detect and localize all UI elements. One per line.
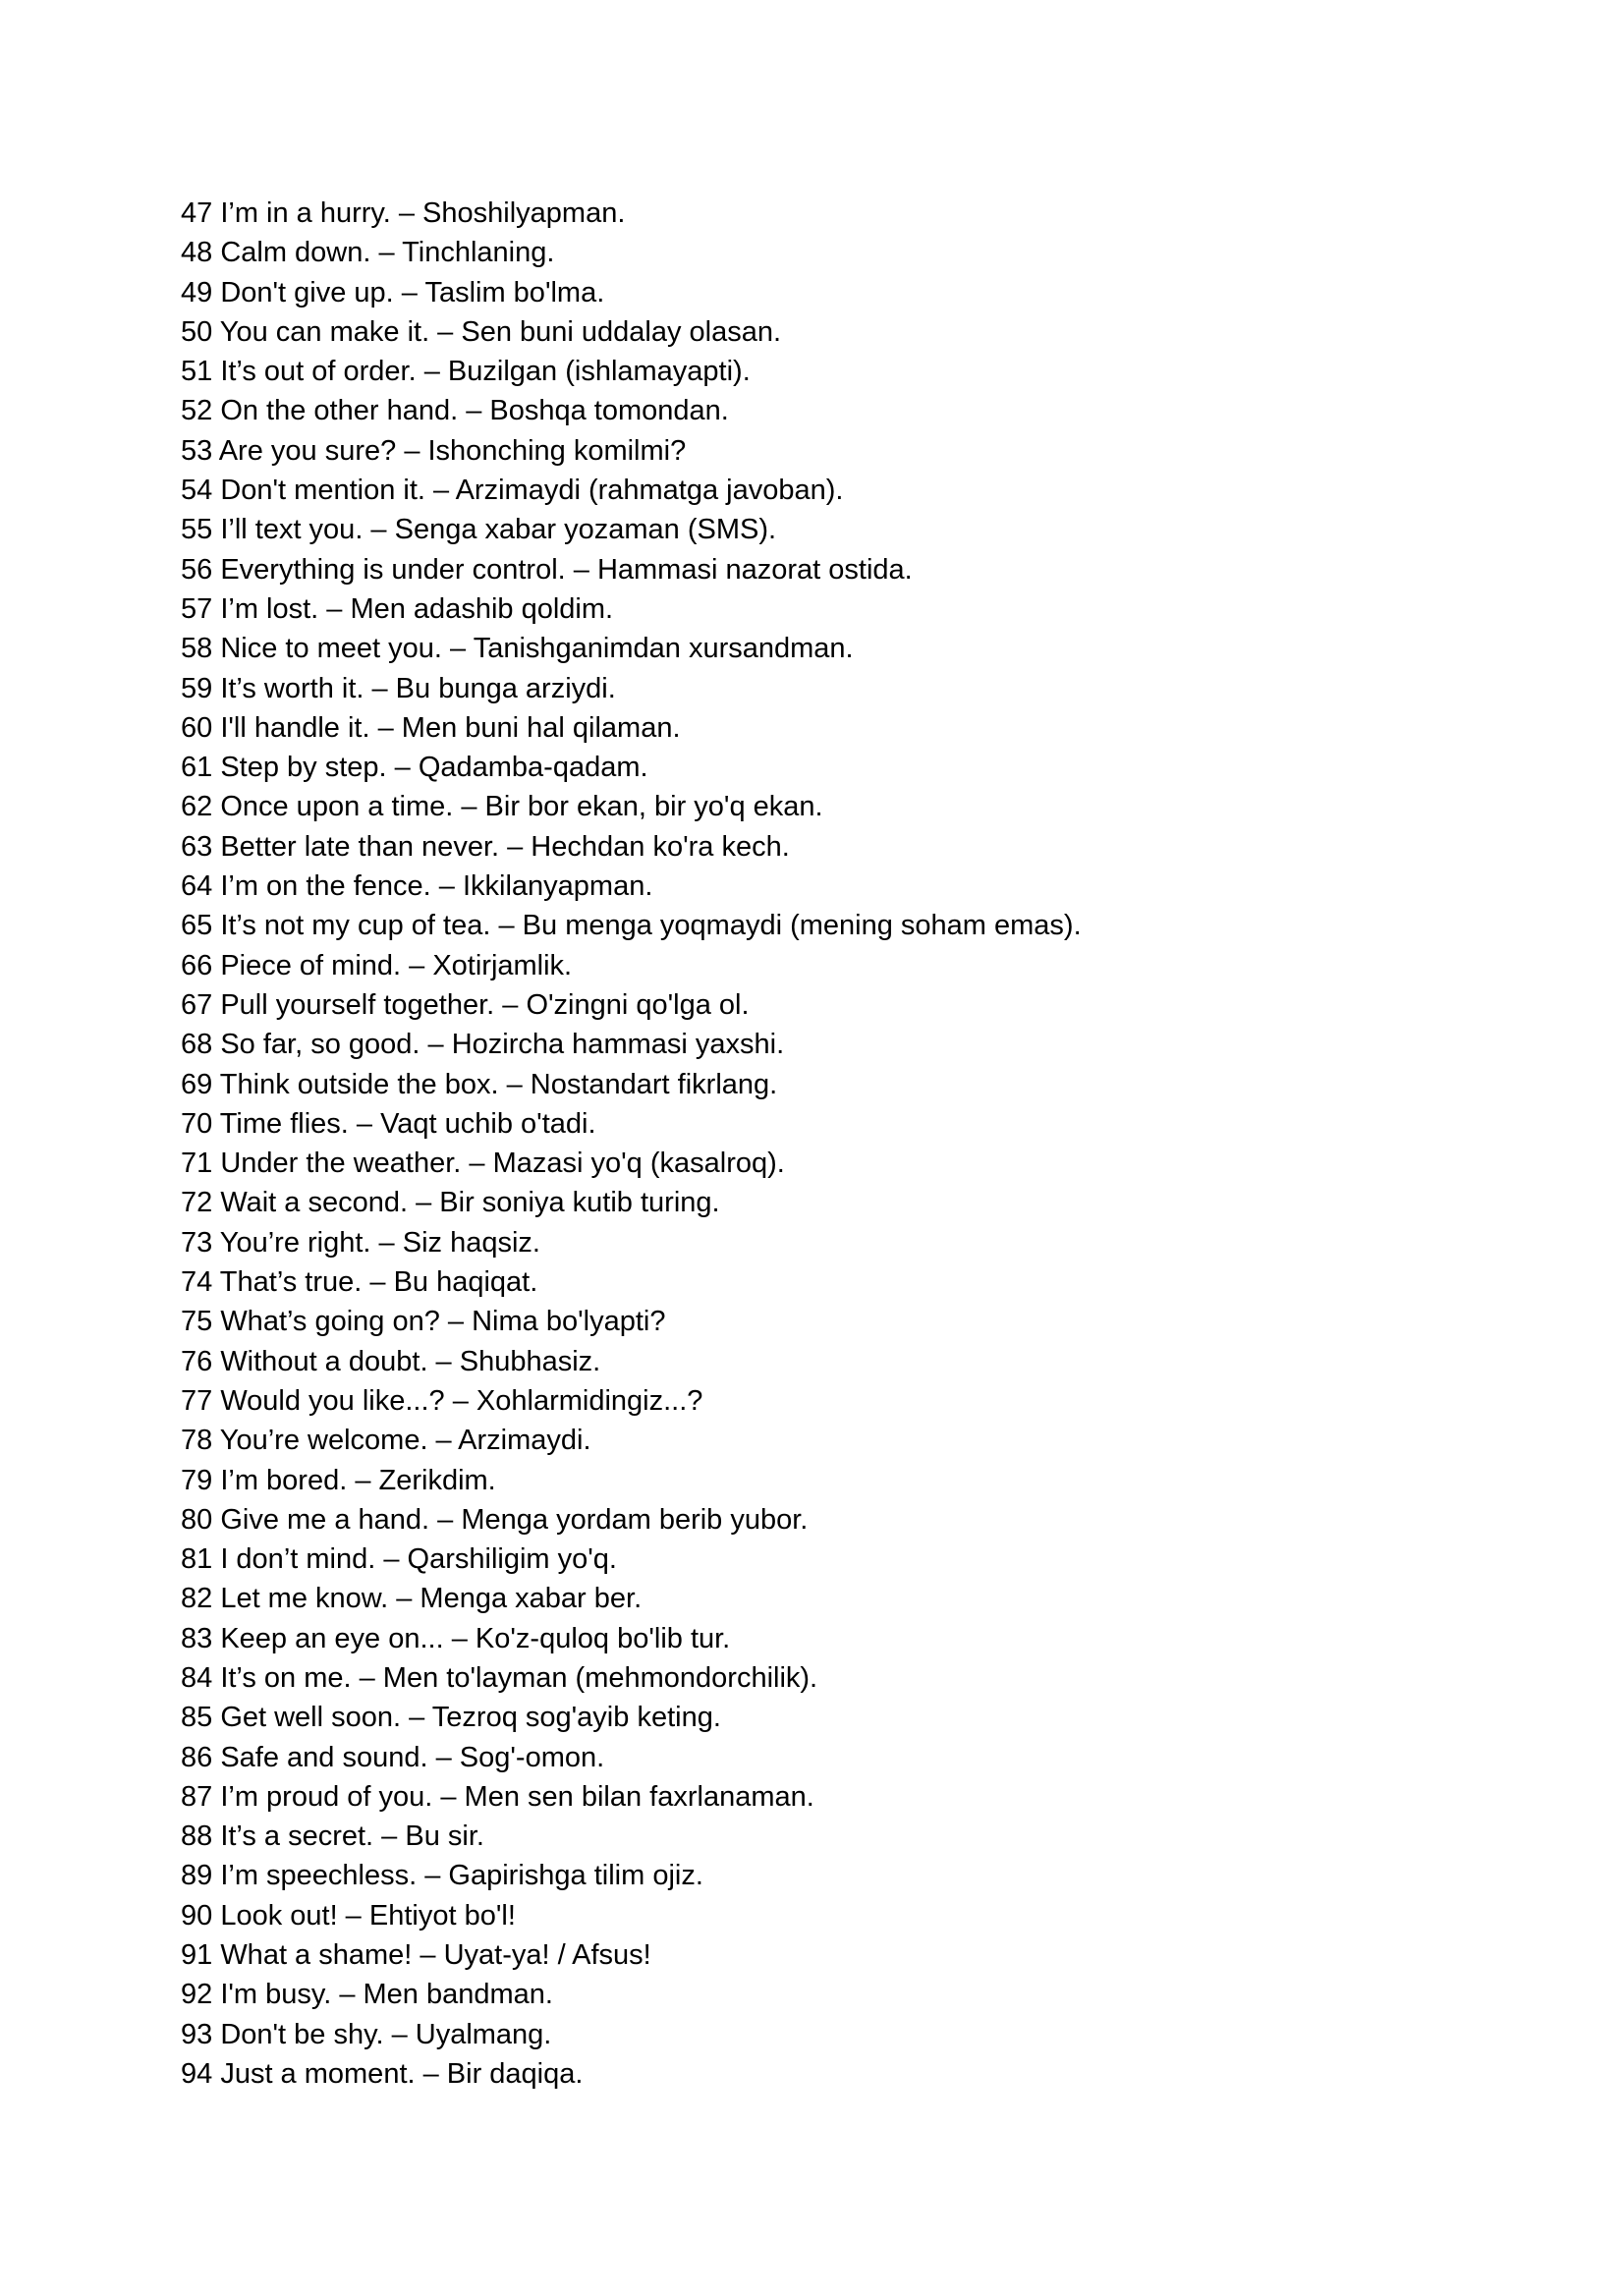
list-item: 54 Don't mention it. – Arzimaydi (rahmatga javoban). bbox=[181, 475, 844, 507]
list-item: 59 It’s worth it. – Bu bunga arziydi. bbox=[181, 672, 616, 704]
list-item: 78 You’re welcome. – Arzimaydi. bbox=[181, 1425, 591, 1457]
list-item: 58 Nice to meet you. – Tanishganimdan xursandman. bbox=[181, 633, 854, 665]
list-item: 77 Would you like...? – Xohlarmidingiz...? bbox=[181, 1384, 703, 1417]
list-item: 81 I don’t mind. – Qarshiligim yo'q. bbox=[181, 1543, 617, 1576]
list-item: 94 Just a moment. – Bir daqiqa. bbox=[181, 2057, 584, 2090]
list-item: 51 It’s out of order. – Buzilgan (ishlamayapti). bbox=[181, 356, 751, 388]
list-item: 64 I’m on the fence. – Ikkilanyapman. bbox=[181, 870, 653, 903]
list-item: 63 Better late than never. – Hechdan ko'ra kech. bbox=[181, 830, 790, 863]
list-item: 83 Keep an eye on... – Ko'z-quloq bo'lib tur. bbox=[181, 1622, 731, 1654]
list-item: 92 I'm busy. – Men bandman. bbox=[181, 1979, 553, 2011]
list-item: 47 I’m in a hurry. – Shoshilyapman. bbox=[181, 197, 626, 229]
list-item: 49 Don't give up. – Taslim bo'lma. bbox=[181, 276, 605, 308]
list-item: 89 I’m speechless. – Gapirishga tilim ojiz. bbox=[181, 1860, 703, 1892]
list-item: 48 Calm down. – Tinchlaning. bbox=[181, 237, 555, 269]
list-item: 74 That’s true. – Bu haqiqat. bbox=[181, 1266, 538, 1299]
list-item: 71 Under the weather. – Mazasi yo'q (kasalroq). bbox=[181, 1148, 785, 1180]
list-item: 84 It’s on me. – Men to'layman (mehmondorchilik). bbox=[181, 1661, 818, 1694]
list-item: 75 What’s going on? – Nima bo'lyapti? bbox=[181, 1306, 666, 1338]
list-item: 55 I’ll text you. – Senga xabar yozaman (SMS). bbox=[181, 514, 777, 546]
list-item: 76 Without a doubt. – Shubhasiz. bbox=[181, 1345, 601, 1377]
list-item: 91 What a shame! – Uyat-ya! / Afsus! bbox=[181, 1939, 651, 1972]
list-item: 56 Everything is under control. – Hammasi nazorat ostida. bbox=[181, 553, 913, 586]
list-item: 88 It’s a secret. – Bu sir. bbox=[181, 1820, 484, 1853]
list-item: 73 You’re right. – Siz haqsiz. bbox=[181, 1226, 540, 1259]
list-item: 61 Step by step. – Qadamba-qadam. bbox=[181, 752, 648, 784]
list-item: 69 Think outside the box. – Nostandart fikrlang. bbox=[181, 1068, 778, 1100]
list-item: 67 Pull yourself together. – O'zingni qo'lga ol. bbox=[181, 988, 750, 1021]
list-item: 65 It’s not my cup of tea. – Bu menga yoqmaydi (mening soham emas). bbox=[181, 910, 1082, 942]
list-item: 72 Wait a second. – Bir soniya kutib turing. bbox=[181, 1187, 720, 1219]
list-item: 86 Safe and sound. – Sog'-omon. bbox=[181, 1741, 605, 1773]
list-item: 79 I’m bored. – Zerikdim. bbox=[181, 1464, 496, 1496]
list-item: 62 Once upon a time. – Bir bor ekan, bir yo'q ekan. bbox=[181, 791, 823, 823]
list-item: 80 Give me a hand. – Menga yordam berib yubor. bbox=[181, 1503, 809, 1536]
phrase-list bbox=[181, 194, 1517, 2094]
list-item: 52 On the other hand. – Boshqa tomondan. bbox=[181, 395, 729, 427]
list-item: 93 Don't be shy. – Uyalmang. bbox=[181, 2018, 552, 2050]
list-item: 85 Get well soon. – Tezroq sog'ayib keting. bbox=[181, 1702, 721, 1734]
list-item: 70 Time flies. – Vaqt uchib o'tadi. bbox=[181, 1107, 596, 1140]
list-item: 57 I’m lost. – Men adashib qoldim. bbox=[181, 592, 614, 625]
list-item: 50 You can make it. – Sen buni uddalay olasan. bbox=[181, 315, 782, 348]
list-item: 87 I’m proud of you. – Men sen bilan faxrlanaman. bbox=[181, 1780, 814, 1813]
list-item: 53 Are you sure? – Ishonching komilmi? bbox=[181, 434, 687, 467]
list-item: 90 Look out! – Ehtiyot bo'l! bbox=[181, 1899, 516, 1932]
list-item: 60 I'll handle it. – Men buni hal qilaman. bbox=[181, 711, 681, 744]
list-item: 82 Let me know. – Menga xabar ber. bbox=[181, 1583, 643, 1615]
list-item: 68 So far, so good. – Hozircha hammasi yaxshi. bbox=[181, 1029, 785, 1061]
list-item: 66 Piece of mind. – Xotirjamlik. bbox=[181, 949, 573, 981]
